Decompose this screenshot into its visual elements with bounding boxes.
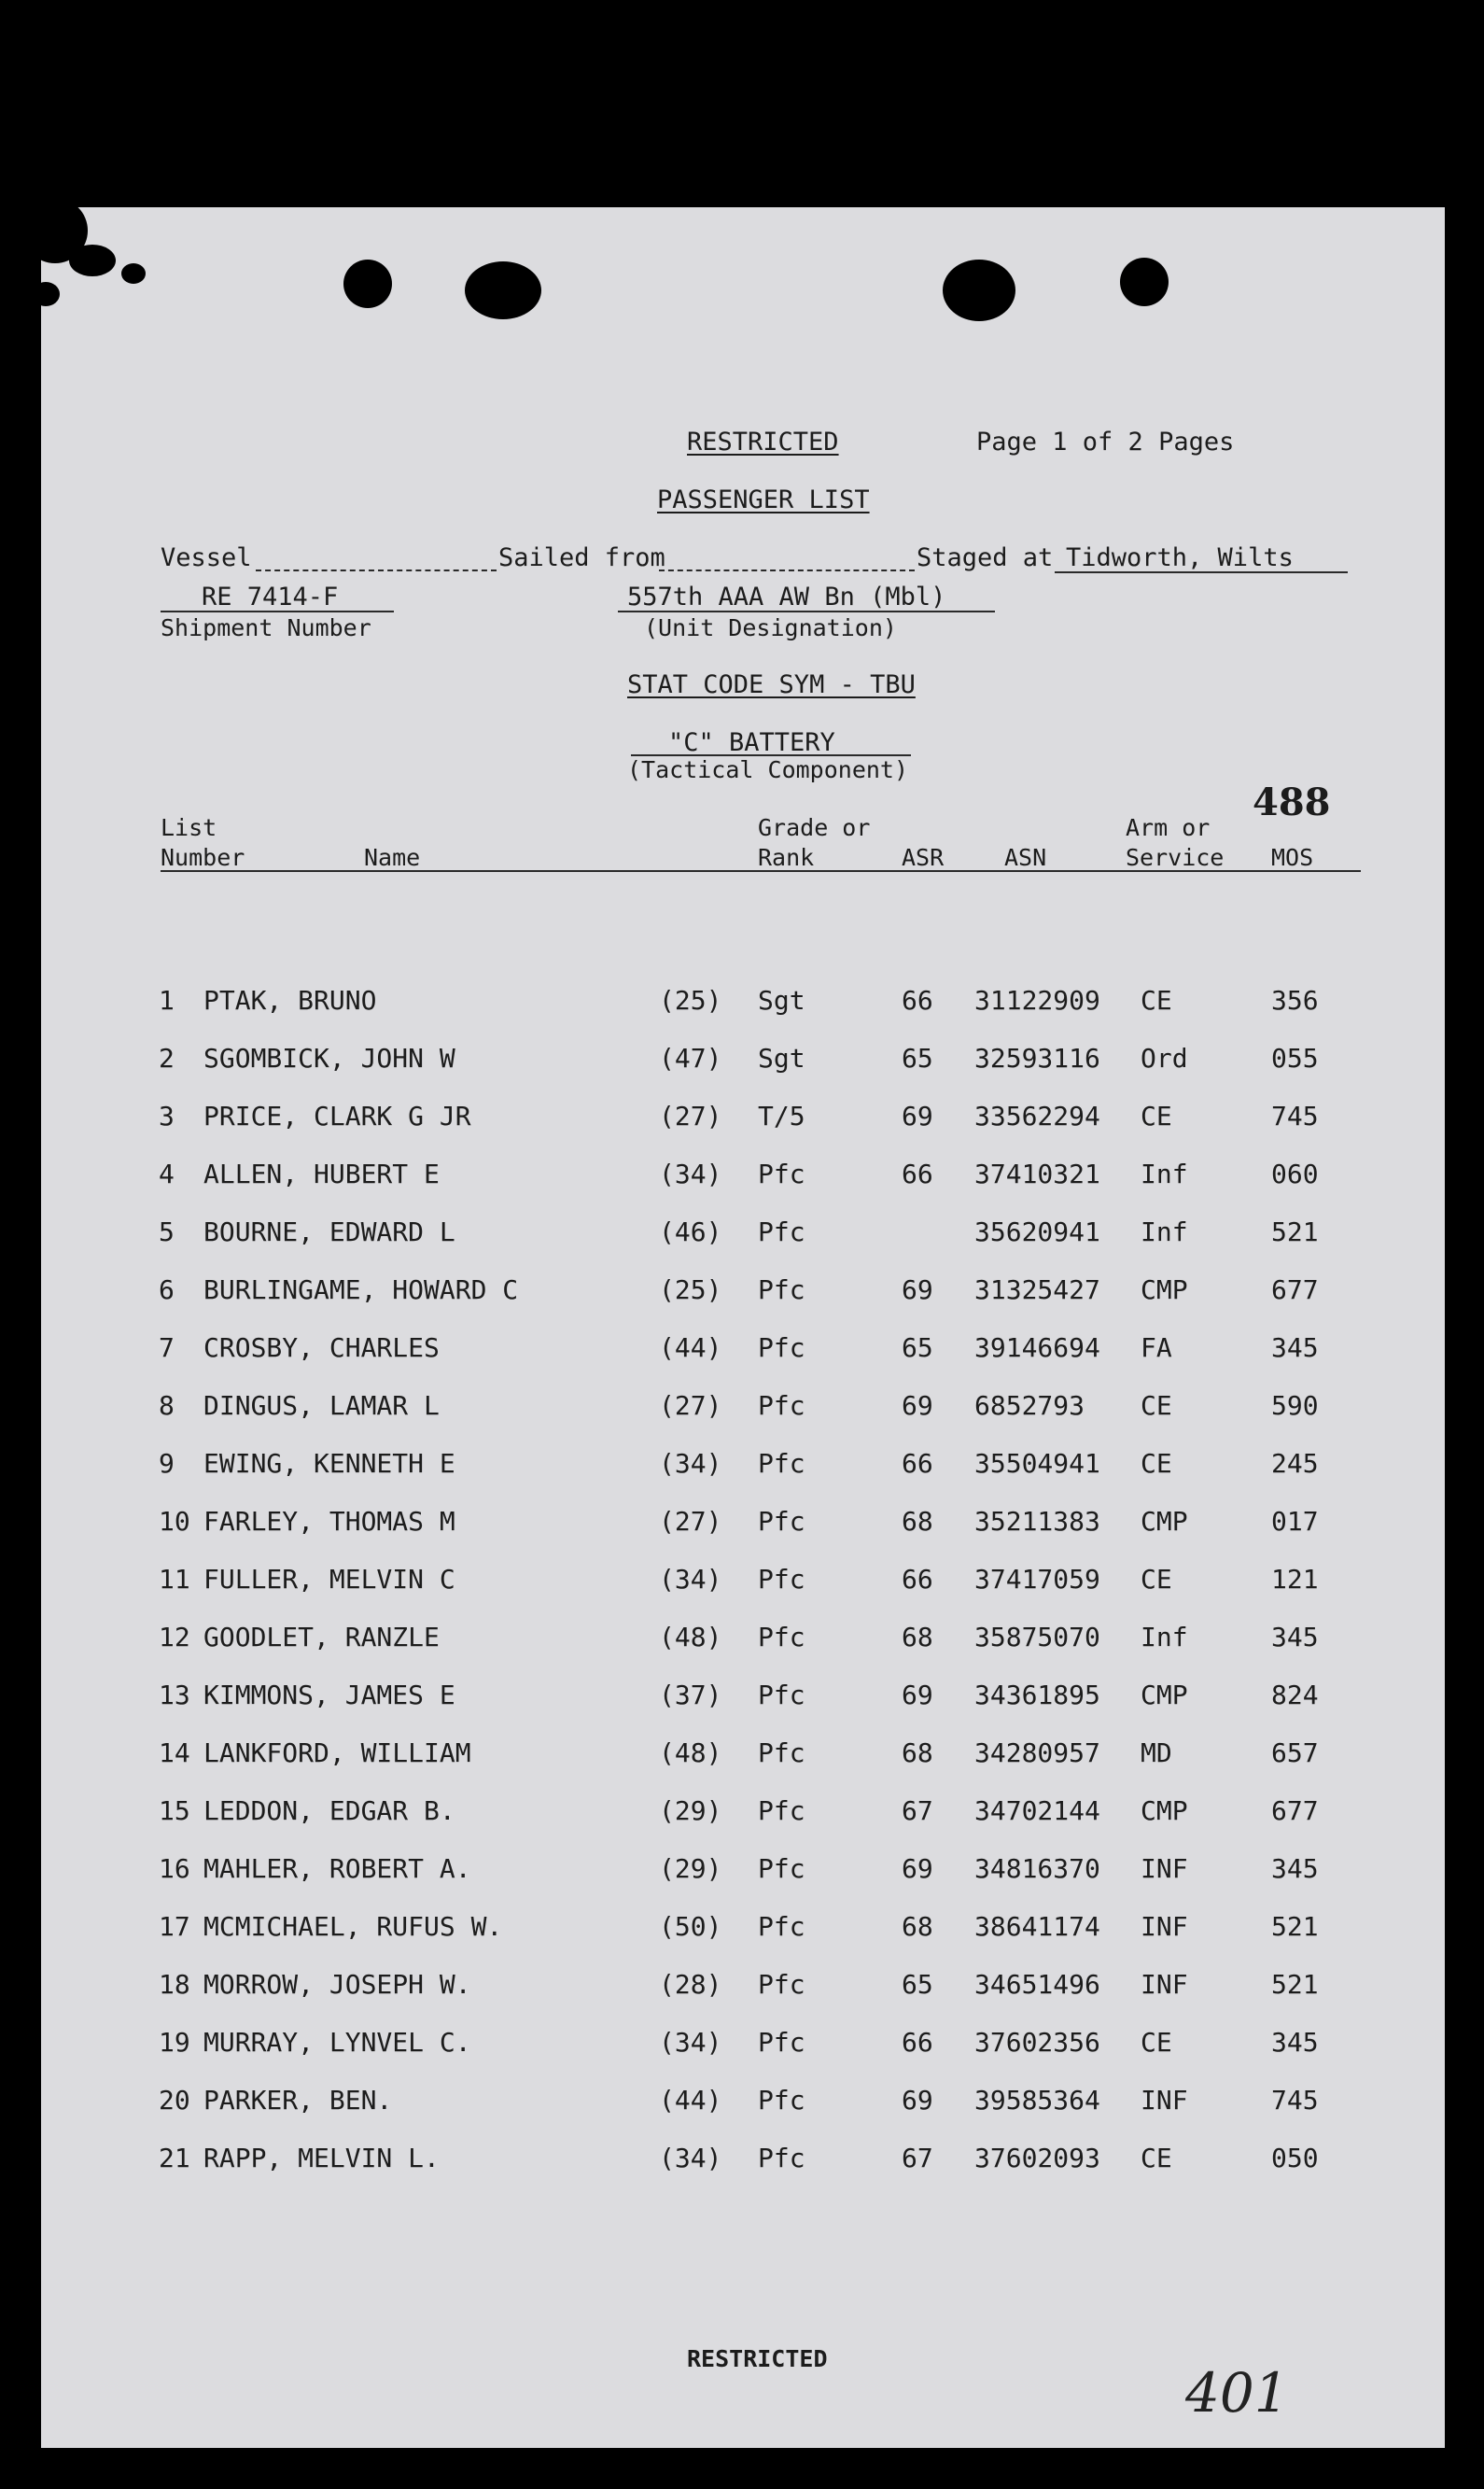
arm-service: Ord: [1141, 1043, 1188, 1074]
age: (25): [659, 1274, 722, 1305]
asn: 33562294: [974, 1101, 1100, 1132]
page-info: Page 1 of 2 Pages: [976, 428, 1235, 457]
asn: 31325427: [974, 1274, 1100, 1305]
mos: 824: [1271, 1680, 1319, 1710]
passenger-name: PARKER, BEN.: [203, 2085, 393, 2116]
age: (34): [659, 2143, 722, 2173]
passenger-name: PTAK, BRUNO: [203, 985, 377, 1016]
passenger-name: BOURNE, EDWARD L: [203, 1216, 455, 1247]
age: (28): [659, 1969, 722, 2000]
asr: 65: [902, 1969, 933, 2000]
arm-service: CMP: [1141, 1795, 1188, 1826]
asr: 69: [902, 1101, 933, 1132]
tactical-component-value: "C" BATTERY: [668, 728, 835, 757]
asr: 68: [902, 1911, 933, 1942]
mos: 356: [1271, 985, 1319, 1016]
asn: 34816370: [974, 1853, 1100, 1884]
col-grade-1: Grade or: [758, 814, 871, 841]
passenger-name: CROSBY, CHARLES: [203, 1332, 440, 1363]
arm-service: CMP: [1141, 1506, 1188, 1537]
passenger-name: EWING, KENNETH E: [203, 1448, 455, 1479]
torn-corner: [32, 282, 60, 306]
list-number: 5: [159, 1216, 175, 1247]
staged-at-value: Tidworth, Wilts: [1066, 543, 1294, 572]
arm-service: Inf: [1141, 1159, 1188, 1189]
mos: 245: [1271, 1448, 1319, 1479]
mos: 345: [1271, 1853, 1319, 1884]
punch-hole: [343, 260, 392, 308]
mos: 345: [1271, 1622, 1319, 1652]
mos: 017: [1271, 1506, 1319, 1537]
arm-service: FA: [1141, 1332, 1172, 1363]
vessel-blank: [256, 570, 497, 571]
asr: 67: [902, 2143, 933, 2173]
list-number: 8: [159, 1390, 175, 1421]
passenger-name: MURRAY, LYNVEL C.: [203, 2027, 471, 2058]
mos: 055: [1271, 1043, 1319, 1074]
sailed-from-blank: [659, 570, 915, 571]
grade: Sgt: [758, 985, 805, 1016]
mos: 121: [1271, 1564, 1319, 1595]
grade: Pfc: [758, 1274, 805, 1305]
list-number: 9: [159, 1448, 175, 1479]
arm-service: Inf: [1141, 1622, 1188, 1652]
grade: Pfc: [758, 1448, 805, 1479]
age: (29): [659, 1853, 722, 1884]
asr: 68: [902, 1506, 933, 1537]
document-title: PASSENGER LIST: [657, 485, 870, 514]
list-number: 10: [159, 1506, 190, 1537]
list-number: 20: [159, 2085, 190, 2116]
asn: 31122909: [974, 985, 1100, 1016]
list-number: 18: [159, 1969, 190, 2000]
list-number: 3: [159, 1101, 175, 1132]
arm-service: MD: [1141, 1737, 1172, 1768]
punch-hole: [465, 261, 541, 319]
torn-corner: [121, 263, 146, 284]
grade: Pfc: [758, 2027, 805, 2058]
asn: 34280957: [974, 1737, 1100, 1768]
asr: 66: [902, 985, 933, 1016]
shipment-number-value: RE 7414-F: [202, 583, 339, 612]
shipment-number-label: Shipment Number: [161, 614, 371, 641]
list-number: 15: [159, 1795, 190, 1826]
arm-service: CMP: [1141, 1680, 1188, 1710]
asr: 65: [902, 1043, 933, 1074]
arm-service: CE: [1141, 985, 1172, 1016]
age: (46): [659, 1216, 722, 1247]
asn: 39585364: [974, 2085, 1100, 2116]
passenger-name: FARLEY, THOMAS M: [203, 1506, 455, 1537]
age: (34): [659, 1159, 722, 1189]
age: (25): [659, 985, 722, 1016]
asn: 37417059: [974, 1564, 1100, 1595]
torn-corner: [69, 245, 116, 276]
age: (34): [659, 2027, 722, 2058]
classification-bottom: RESTRICTED: [687, 2345, 828, 2372]
handwritten-page-number: 401: [1185, 2361, 1289, 2425]
vessel-label: Vessel: [161, 543, 252, 572]
tactical-component-label: (Tactical Component): [627, 756, 909, 783]
unit-designation-value: 557th AAA AW Bn (Mbl): [627, 583, 946, 612]
list-number: 1: [159, 985, 175, 1016]
asr: 68: [902, 1737, 933, 1768]
grade: Pfc: [758, 1969, 805, 2000]
col-list-number-1: List: [161, 814, 217, 841]
grade: Pfc: [758, 1853, 805, 1884]
arm-service: CE: [1141, 1448, 1172, 1479]
passenger-name: LEDDON, EDGAR B.: [203, 1795, 455, 1826]
age: (27): [659, 1506, 722, 1537]
grade: Sgt: [758, 1043, 805, 1074]
mos: 345: [1271, 2027, 1319, 2058]
grade: Pfc: [758, 1564, 805, 1595]
grade: T/5: [758, 1101, 805, 1132]
grade: Pfc: [758, 1390, 805, 1421]
arm-service: CE: [1141, 1101, 1172, 1132]
asn: 35620941: [974, 1216, 1100, 1247]
asr: 66: [902, 1159, 933, 1189]
age: (48): [659, 1737, 722, 1768]
arm-service: INF: [1141, 1853, 1188, 1884]
arm-service: CE: [1141, 2027, 1172, 2058]
classification-top: RESTRICTED: [687, 428, 839, 457]
list-number: 12: [159, 1622, 190, 1652]
passenger-name: LANKFORD, WILLIAM: [203, 1737, 471, 1768]
col-mos: MOS: [1271, 844, 1314, 871]
asn: 35211383: [974, 1506, 1100, 1537]
asr: 69: [902, 1274, 933, 1305]
age: (37): [659, 1680, 722, 1710]
punch-hole: [1120, 258, 1169, 306]
stamp-number: 488: [1253, 780, 1331, 824]
age: (47): [659, 1043, 722, 1074]
passenger-name: PRICE, CLARK G JR: [203, 1101, 471, 1132]
col-asn: ASN: [1004, 844, 1047, 871]
grade: Pfc: [758, 1216, 805, 1247]
arm-service: INF: [1141, 1969, 1188, 2000]
arm-service: CE: [1141, 1390, 1172, 1421]
arm-service: INF: [1141, 2085, 1188, 2116]
grade: Pfc: [758, 2085, 805, 2116]
list-number: 2: [159, 1043, 175, 1074]
mos: 745: [1271, 2085, 1319, 2116]
mos: 521: [1271, 1216, 1319, 1247]
unit-designation-underline: [618, 611, 995, 612]
age: (48): [659, 1622, 722, 1652]
age: (34): [659, 1448, 722, 1479]
passenger-name: MORROW, JOSEPH W.: [203, 1969, 471, 2000]
passenger-name: FULLER, MELVIN C: [203, 1564, 455, 1595]
asn: 6852793: [974, 1390, 1085, 1421]
asn: 35504941: [974, 1448, 1100, 1479]
passenger-name: MAHLER, ROBERT A.: [203, 1853, 471, 1884]
grade: Pfc: [758, 1680, 805, 1710]
list-number: 16: [159, 1853, 190, 1884]
list-number: 13: [159, 1680, 190, 1710]
stat-code: STAT CODE SYM - TBU: [627, 670, 916, 699]
header-underline: [161, 870, 1361, 872]
asn: 39146694: [974, 1332, 1100, 1363]
grade: Pfc: [758, 2143, 805, 2173]
shipment-number-underline: [161, 611, 394, 612]
asr: 66: [902, 1448, 933, 1479]
staged-at-underline: [1055, 571, 1348, 573]
mos: 677: [1271, 1795, 1319, 1826]
staged-at-label: Staged at: [917, 543, 1054, 572]
list-number: 17: [159, 1911, 190, 1942]
passenger-name: MCMICHAEL, RUFUS W.: [203, 1911, 503, 1942]
asr: 67: [902, 1795, 933, 1826]
age: (44): [659, 1332, 722, 1363]
age: (29): [659, 1795, 722, 1826]
age: (44): [659, 2085, 722, 2116]
grade: Pfc: [758, 1332, 805, 1363]
arm-service: CMP: [1141, 1274, 1188, 1305]
asn: 34651496: [974, 1969, 1100, 2000]
passenger-name: SGOMBICK, JOHN W: [203, 1043, 455, 1074]
unit-designation-label: (Unit Designation): [644, 614, 897, 641]
asn: 35875070: [974, 1622, 1100, 1652]
grade: Pfc: [758, 1506, 805, 1537]
passenger-name: KIMMONS, JAMES E: [203, 1680, 455, 1710]
mos: 521: [1271, 1911, 1319, 1942]
list-number: 6: [159, 1274, 175, 1305]
asn: 32593116: [974, 1043, 1100, 1074]
col-asr: ASR: [902, 844, 945, 871]
asn: 38641174: [974, 1911, 1100, 1942]
asr: 66: [902, 1564, 933, 1595]
arm-service: Inf: [1141, 1216, 1188, 1247]
col-arm-1: Arm or: [1126, 814, 1211, 841]
col-list-number-2: Number: [161, 844, 245, 871]
col-grade-2: Rank: [758, 844, 815, 871]
grade: Pfc: [758, 1737, 805, 1768]
sailed-from-label: Sailed from: [498, 543, 665, 572]
list-number: 14: [159, 1737, 190, 1768]
asr: 65: [902, 1332, 933, 1363]
age: (27): [659, 1390, 722, 1421]
grade: Pfc: [758, 1159, 805, 1189]
age: (34): [659, 1564, 722, 1595]
asn: 37410321: [974, 1159, 1100, 1189]
asr: 66: [902, 2027, 933, 2058]
asr: 69: [902, 1853, 933, 1884]
list-number: 4: [159, 1159, 175, 1189]
list-number: 21: [159, 2143, 190, 2173]
passenger-name: GOODLET, RANZLE: [203, 1622, 440, 1652]
list-number: 19: [159, 2027, 190, 2058]
age: (50): [659, 1911, 722, 1942]
asr: 69: [902, 1680, 933, 1710]
passenger-name: DINGUS, LAMAR L: [203, 1390, 440, 1421]
mos: 745: [1271, 1101, 1319, 1132]
passenger-name: RAPP, MELVIN L.: [203, 2143, 440, 2173]
asr: 69: [902, 2085, 933, 2116]
asn: 37602093: [974, 2143, 1100, 2173]
mos: 050: [1271, 2143, 1319, 2173]
col-arm-2: Service: [1126, 844, 1225, 871]
mos: 060: [1271, 1159, 1319, 1189]
passenger-name: BURLINGAME, HOWARD C: [203, 1274, 519, 1305]
mos: 590: [1271, 1390, 1319, 1421]
arm-service: INF: [1141, 1911, 1188, 1942]
punch-hole: [943, 260, 1015, 321]
grade: Pfc: [758, 1795, 805, 1826]
mos: 677: [1271, 1274, 1319, 1305]
asr: 69: [902, 1390, 933, 1421]
col-name: Name: [364, 844, 421, 871]
asn: 34361895: [974, 1680, 1100, 1710]
mos: 521: [1271, 1969, 1319, 2000]
mos: 345: [1271, 1332, 1319, 1363]
mos: 657: [1271, 1737, 1319, 1768]
arm-service: CE: [1141, 1564, 1172, 1595]
arm-service: CE: [1141, 2143, 1172, 2173]
age: (27): [659, 1101, 722, 1132]
passenger-name: ALLEN, HUBERT E: [203, 1159, 440, 1189]
grade: Pfc: [758, 1622, 805, 1652]
grade: Pfc: [758, 1911, 805, 1942]
list-number: 11: [159, 1564, 190, 1595]
asn: 34702144: [974, 1795, 1100, 1826]
list-number: 7: [159, 1332, 175, 1363]
asn: 37602356: [974, 2027, 1100, 2058]
asr: 68: [902, 1622, 933, 1652]
